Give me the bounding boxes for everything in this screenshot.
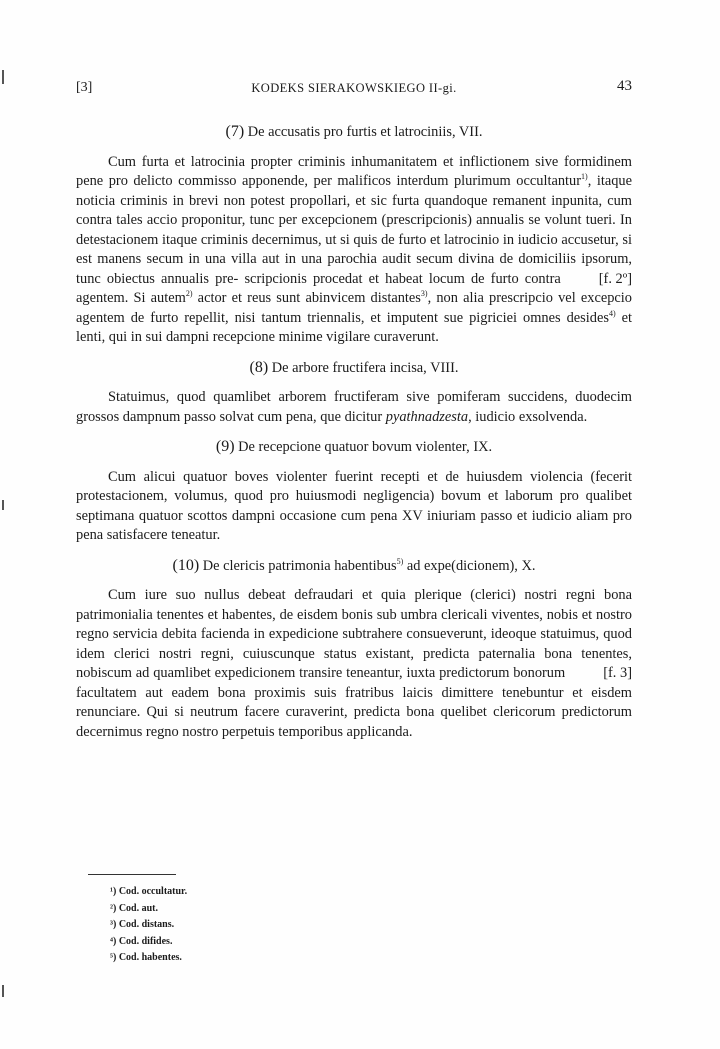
- section-title: De accusatis pro furtis et latrociniis, VII.: [247, 124, 483, 140]
- footnote-ref-3: 3): [420, 289, 428, 299]
- footnote-4: ⁴) Cod. difides.: [110, 935, 173, 947]
- main-text: [76, 116, 632, 752]
- paragraph-text: scripcionis procedat et habeat locum de furto contra agentem. Si autem: [76, 270, 561, 306]
- section-title: De clericis patrimonia habentibus: [202, 557, 397, 574]
- paragraph-text: Cum iure suo nullus debeat defraudari et quia plerique (clerici) nostri regni bona patrimonialia tenentes et habentes, de eisdem bonis sub umbra clericali viventes, nobis et nostro regno servicia debita facienda in expedicione subtrahere consueverunt, ideoque statuimus, quod idem clerici nostri regni, cuiuscunque status existant, predicta paternalia bona tenentes, nobiscum ad quamlibet expedicionem transire teneantur, iuxta predictorum: [76, 587, 632, 681]
- section-title: De arbore fructifera incisa, VIII.: [271, 359, 459, 376]
- section-number: (7): [225, 123, 245, 140]
- paragraph-text: bonorum facultatem aut eadem bona proximis suis fratribus laicis dimittere tenebuntur et eisdem renunciare. Qui si neutrum facere curaverint, predicta bona quelibet clericorum predictorum decernimus regno nostro perpetuis temporibus applicanda.: [76, 665, 632, 740]
- section-heading-7: [76, 122, 632, 143]
- paragraph-text: Cum alicui quatuor boves violenter fuerint recepti et de huiusdem violencia (fecerit protestacionem, volumus, quod pro huiusmodi negligencia) bovum et laborum pro qualibet septimana quatuor scottos dampni occasione cum pena XV iniuriam passo et iudicio aliam pro pena satisfacere teneatur.: [76, 468, 632, 543]
- folio-marker: [f. 2º]: [598, 270, 632, 287]
- section-number: (8): [249, 358, 269, 376]
- running-title: KODEKS SIERAKOWSKIEGO II-gi.: [251, 81, 457, 95]
- paragraph-text: et lenti, qui in sui dampni recepcione minime vigilare curaverunt.: [76, 309, 632, 345]
- section-heading-9: [76, 437, 632, 458]
- paragraph-text: Cum furta et latrocinia propter criminis inhumanitatem et inflictionem sive formidinem pene pro delicto commisso apponende, per malificos interdum plurimum occultantur: [76, 153, 632, 189]
- footnote-1: ¹) Cod. occultatur.: [110, 886, 188, 897]
- section-title: De recepcione quatuor bovum violenter, IX.: [238, 439, 493, 455]
- paragraph-9: [76, 468, 632, 546]
- footnote-3: ³) Cod. distans.: [110, 919, 175, 930]
- running-header: [76, 80, 632, 104]
- section-number: (9): [215, 438, 235, 455]
- footnote-ref-2: 2): [185, 289, 193, 299]
- footnote-ref-1: 1): [581, 172, 588, 182]
- footnote-ref-5: 5): [396, 556, 404, 566]
- section-title-end: ad expe(dicionem), X.: [403, 557, 536, 574]
- footnote-ref-4: 4): [608, 308, 616, 318]
- scan-edge-mark: [2, 500, 4, 510]
- folio-marker: [f. 3]: [603, 665, 632, 681]
- paragraph-text: , non alia prescripcio vel excepcio agentem de furto repellit, nisi tantum triennalis, et imputent sue pigriciei omnes desides: [76, 290, 632, 326]
- section-heading-8: [76, 358, 632, 379]
- section-number: (10): [172, 556, 200, 574]
- scan-edge-mark: [2, 985, 4, 997]
- footnotes: [110, 884, 187, 967]
- paragraph-text: , iudicio exsolvenda.: [468, 408, 588, 425]
- polish-term: pyathnadzesta: [385, 408, 469, 425]
- section-marker: [3]: [76, 80, 93, 95]
- page-number: 43: [617, 78, 632, 94]
- footnote-divider: [88, 874, 176, 875]
- paragraph-text: Statuimus, quod quamlibet arborem fructiferam sive pomiferam succidens, duodecim grossos dampnum passo solvat cum pena, que dicitur: [76, 389, 632, 425]
- footnote-2: ²) Cod. aut.: [110, 902, 159, 914]
- section-heading-10: [76, 556, 632, 577]
- scan-edge-mark: [2, 70, 4, 84]
- paragraph-10: [76, 586, 632, 742]
- paragraph-7: [76, 153, 632, 348]
- paragraph-text: actor et reus sunt abinvicem distantes: [192, 290, 421, 306]
- paragraph-text: , itaque noticia criminis in brevi non potest propollari, et sic furta quandoque remanent inpunita, cum contra tales accio proponitur, tunc per excepcionem (prescripcionis) annualis se volunt tueri. In detestacionem itaque criminis decernimus, ut si quis de furto et latrocinio in iudicio accusetur, si est manens secum in una villa aut in una parochia audit secum divina de domiciliis ipsorum, tunc obiectus annualis pre-: [76, 173, 633, 287]
- paragraph-8: [76, 388, 632, 427]
- footnote-5: ⁵) Cod. habentes.: [110, 952, 182, 963]
